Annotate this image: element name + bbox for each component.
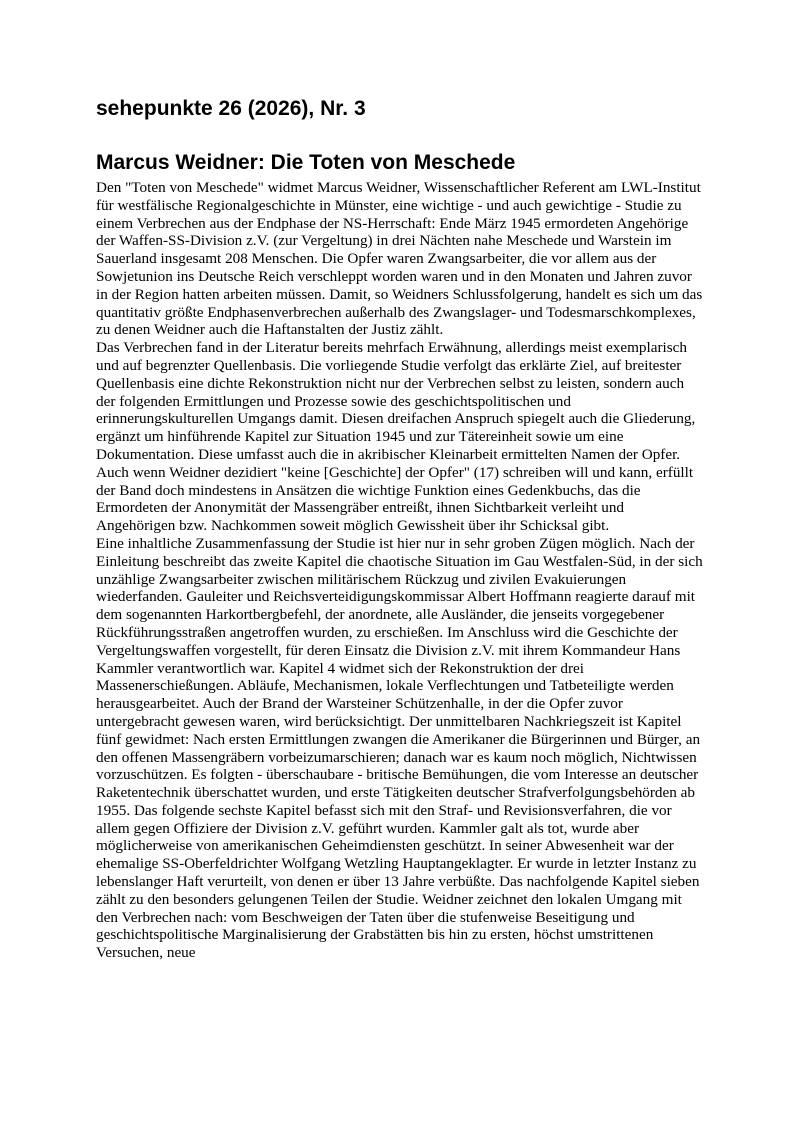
- article-paragraph: Eine inhaltliche Zusammenfassung der Studie ist hier nur in sehr groben Zügen möglich. Nach der Einleitung beschreibt das zweite Kapitel die chaotische Situation im Gau Westfalen-Süd, in der sich unzählige Zwangsarbeiter zwischen militärischem Rückzug und zivilen Evakuierungen wiederfanden. Gauleiter und Reichsverteidigungskommissar Albert Hoffmann reagierte darauf mit dem sogenannten Harkortbergbefehl, der anordnete, alle Ausländer, die jenseits vorgegebener Rückführungsstraßen angetroffen wurden, zu erschießen. Im Anschluss wird die Geschichte der Vergeltungswaffen vorgestellt, für deren Einsatz die Division z.V. mit ihrem Kommandeur Hans Kammler verantwortlich war. Kapitel 4 widmet sich der Rekonstruktion der drei Massenerschießungen. Abläufe, Mechanismen, lokale Verflechtungen und Tatbeteiligte werden herausgearbeitet. Auch der Brand der Warsteiner Schützenhalle, in der die Opfer zuvor untergebracht gewesen waren, wird berücksichtigt. Der unmittelbaren Nachkriegszeit ist Kapitel fünf gewidmet: Nach ersten Ermittlungen zwangen die Amerikaner die Bürgerinnen und Bürger, an den offenen Massengräbern vorbeizumarschieren; danach war es kaum noch möglich, Nichtwissen vorzuschützen. Es folgten - überschaubare - britische Bemühungen, die vom Interesse an deutscher Raketentechnik überschattet wurden, und erste Tätigkeiten deutscher Strafverfolgungsbehörden ab 1955. Das folgende sechste Kapitel befasst sich mit den Straf- und Revisionsverfahren, die vor allem gegen Offiziere der Division z.V. geführt wurden. Kammler galt als tot, wurde aber möglicherweise von amerikanischen Geheimdiensten geschützt. In seiner Abwesenheit war der ehemalige SS-Oberfeldrichter Wolfgang Wetzling Hauptangeklagter. Er wurde in letzter Instanz zu lebenslanger Haft verurteilt, von denen er über 13 Jahre verbüßte. Das nachfolgende Kapitel sieben zählt zu den besonders gelungenen Teilen der Studie. Weidner zeichnet den lokalen Umgang mit den Verbrechen nach: vom Beschweigen der Taten über die stufenweise Beseitigung und geschichtspolitische Marginalisierung der Grabstätten bis hin zu ersten, höchst umstrittenen Versuchen, neue: [96, 534, 703, 962]
- document-page: [96, 96, 706, 962]
- article-title: Marcus Weidner: Die Toten von Meschede: [96, 151, 516, 174]
- article-paragraph: Das Verbrechen fand in der Literatur bereits mehrfach Erwähnung, allerdings meist exemplarisch und auf begrenzter Quellenbasis. Die vorliegende Studie verfolgt das erklärte Ziel, auf breitester Quellenbasis eine dichte Rekonstruktion nicht nur der Verbrechen selbst zu leisten, sondern auch der folgenden Ermittlungen und Prozesse sowie des geschichtspolitischen und erinnerungskulturellen Umgangs damit. Diesen dreifachen Anspruch spiegelt auch die Gliederung, ergänzt um hinführende Kapitel zur Situation 1945 und zur Tätereinheit sowie um eine Dokumentation. Diese umfasst auch die in akribischer Kleinarbeit ermittelten Namen der Opfer. Auch wenn Weidner dezidiert "keine [Geschichte] der Opfer" (17) schreiben will und kann, erfüllt der Band doch mindestens in Ansätzen die wichtige Funktion eines Gedenkbuchs, das die Ermordeten der Anonymität der Massengräber entreißt, ihnen Sichtbarkeit verleiht und Angehörigen bzw. Nachkommen soweit möglich Gewissheit über ihr Schicksal gibt.: [96, 339, 696, 535]
- article-paragraph: Den "Toten von Meschede" widmet Marcus Weidner, Wissenschaftlicher Referent am LWL-Institut für westfälische Regionalgeschichte in Münster, eine wichtige - und auch gewichtige - Studie zu einem Verbrechen aus der Endphase der NS-Herrschaft: Ende März 1945 ermordeten Angehörige der Waffen-SS-Division z.V. (zur Vergeltung) in drei Nächten nahe Meschede und Warstein im Sauerland insgesamt 208 Menschen. Die Opfer waren Zwangsarbeiter, die vor allem aus der Sowjetunion ins Deutsche Reich verschleppt worden waren und in den Monaten und Jahren zuvor in der Region hatten arbeiten müssen. Damit, so Weidners Schlussfolgerung, handelt es sich um das quantitativ größte Endphasenverbrechen außerhalb des Zwangslager- und Todesmarschkomplexes, zu denen Weidner auch die Haftanstalten der Justiz zählt.: [96, 179, 703, 339]
- journal-issue-title: sehepunkte 26 (2026), Nr. 3: [96, 97, 366, 120]
- article-body: [96, 179, 706, 962]
